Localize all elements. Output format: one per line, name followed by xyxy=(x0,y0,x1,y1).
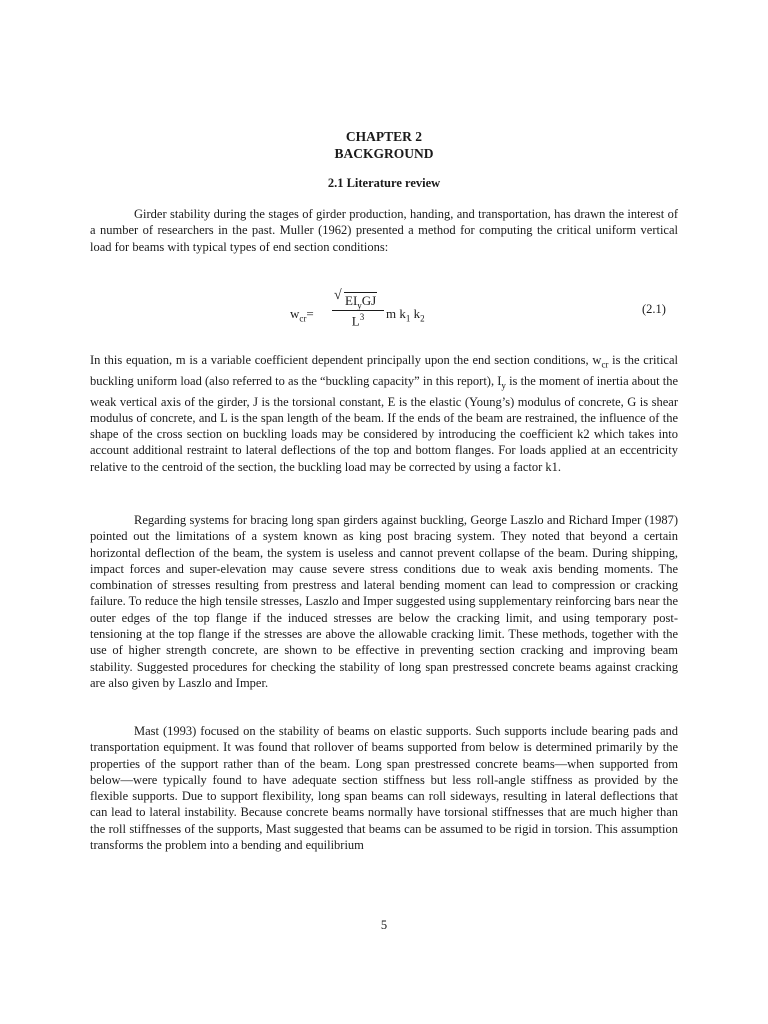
equation-fraction xyxy=(332,286,384,329)
equation-numerator: √ $EI_yGJ$ xyxy=(334,288,377,311)
square-root-icon: √ xyxy=(334,288,342,303)
chapter-heading xyxy=(0,128,768,162)
chapter-number: CHAPTER 2 xyxy=(345,129,423,144)
equation-number: (2.1) xyxy=(642,302,666,316)
section-heading: 2.1 Literature review xyxy=(327,176,441,190)
laszlo-imper-paragraph: Regarding systems for bracing long span girders against buckling, George Laszlo and Richard Imper (1987) pointed out the limitations of a system known as king post bracing system. They noted that beyond a certain horizontal deflection of the beam, the system is useless and cannot prevent collapse of the beam. During shipping, impact forces and super-elevation may cause severe stress conditions due to weak axis bending moments. The combination of stresses resulting from prestress and lateral bending moment can lead to compression or cracking failure. To reduce the high tensile stresses, Laszlo and Imper suggested using supplementary reinforcing bars near the outer edges of the top flange if the induced stresses are below the cracking limit, and using temporary post-tensioning at the top flange if the stresses are above the allowable cracking limit. These methods, together with the use of higher strength concrete, are shown to be effective in preventing section cracking and improving beam stability. Suggested procedures for checking the stability of long span prestressed concrete beams against cracking are also given by Laszlo and Imper. xyxy=(90,513,678,690)
explanation-paragraph: In this equation, m is a variable coefficient dependent principally upon the end section conditions, $w_{cr}$ is the critical buckling uniform load (also referred to as the “buckling capacity” in this report), $I_y$ is the moment of inertia about the weak vertical axis of the girder, J is the torsional constant, E is the elastic (Young’s) modulus of concrete, G is shear modulus of concrete, and L is the span length of the beam. If the ends of the beam are restrained, the influence of the shape of the cross section on buckling loads may be considered by introducing the coefficient k2 which takes into account additional restraint to lateral deflections of the top and bottom flanges. For loads applied at an eccentricity relative to the centroid of the section, the buckling load may be corrected by using a factor k1. xyxy=(90,353,678,474)
page-number: 5 xyxy=(380,918,388,932)
equation-rhs: m $k_1$ $k_2$ xyxy=(386,306,425,324)
intro-paragraph: Girder stability during the stages of girder production, handing, and transportation, has drawn the interest of a number of researchers in the past. Muller (1962) presented a method for computing the critical uniform vertical load for beams with typical types of end section conditions: xyxy=(90,207,678,254)
mast-paragraph: Mast (1993) focused on the stability of beams on elastic supports. Such supports include bearing pads and transportation equipment. It was found that rollover of beams supported from below is determined primarily by the properties of the support rather than of the beam. Long span prestressed concrete beams—when supported from below—were typically found to have adequate section stiffness but less roll-angle stiffness as provided by the flexible supports. Due to support flexibility, long span beams can roll sideways, resulting in lateral deflections that can lead to lateral instability. Because concrete beams normally have torsional stiffnesses that are much higher than the roll stiffnesses of the supports, Mast suggested that beams can be assumed to be rigid in torsion. This assumption transforms the problem into a bending and equilibrium xyxy=(90,724,678,853)
equation-denominator: $L^3$ xyxy=(351,312,365,329)
chapter-title: BACKGROUND xyxy=(334,146,434,161)
equation-lhs: $w_{cr}=$ xyxy=(290,306,314,324)
